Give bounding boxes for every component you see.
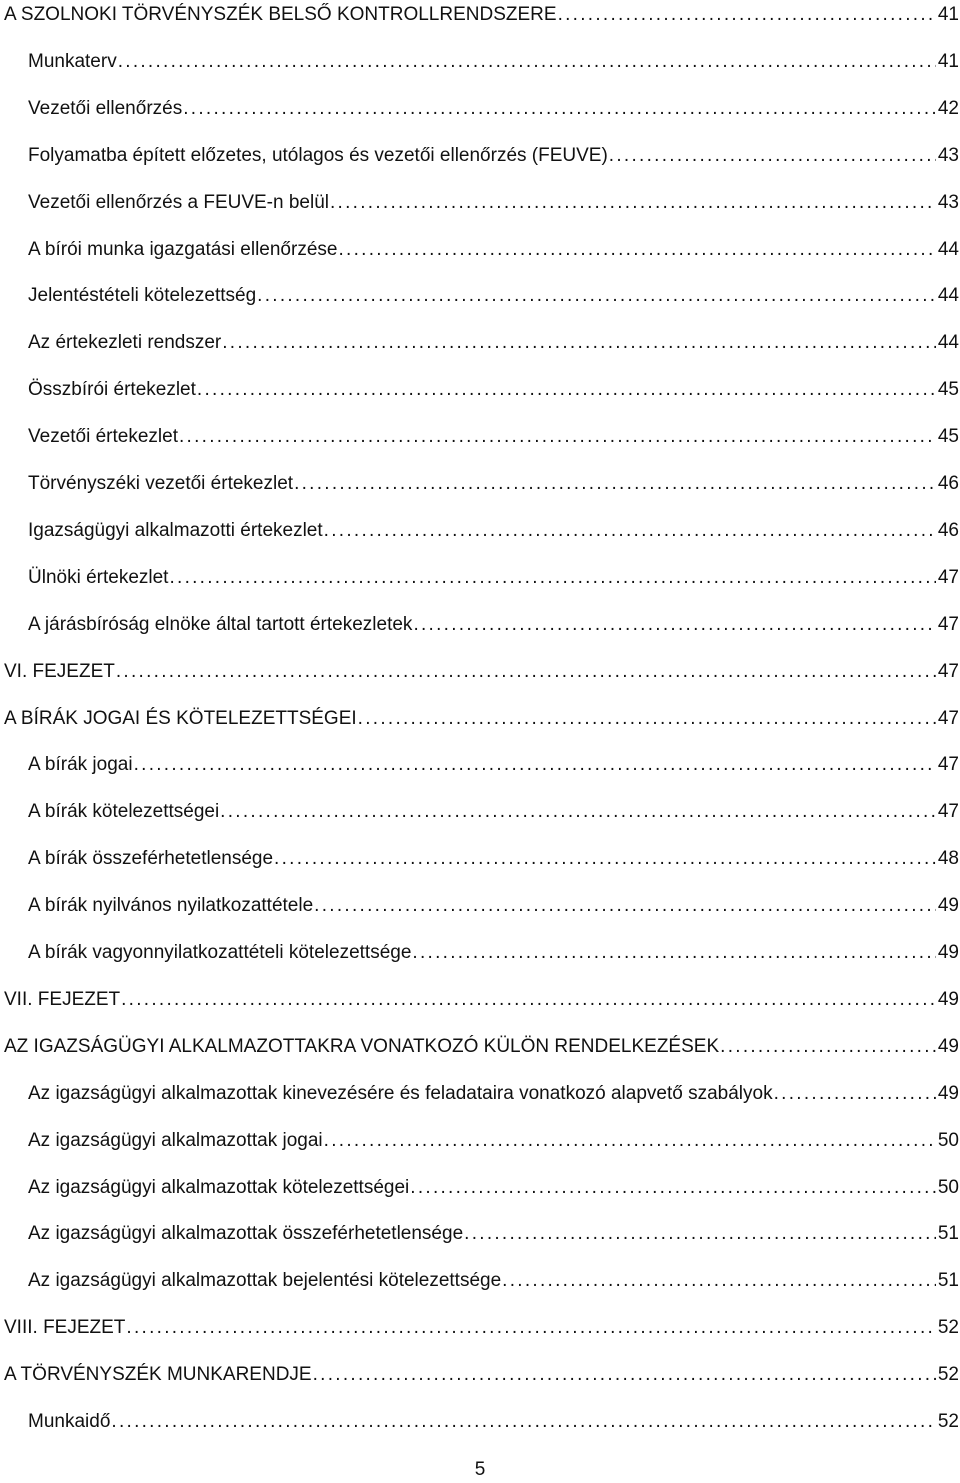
dot-leader <box>183 94 936 124</box>
toc-entry-title: Az igazságügyi alkalmazottak kötelezettségei <box>28 1177 410 1198</box>
page-number: 5 <box>474 1459 486 1480</box>
toc-entry-title: A járásbíróság elnöke által tartott értekezletek <box>28 614 413 635</box>
toc-entry-title: Munkaidő <box>28 1411 111 1432</box>
toc-entry-page: 50 <box>937 1130 959 1151</box>
toc-entry[interactable] <box>28 1219 959 1249</box>
toc-entry-title: A bírák vagyonnyilatkozattételi kötelezettsége <box>28 942 412 963</box>
dot-leader <box>314 891 936 921</box>
dot-leader <box>338 235 936 265</box>
toc-entry-title: Az igazságügyi alkalmazottak összeférhetetlensége <box>28 1223 464 1244</box>
dot-leader <box>609 141 936 171</box>
toc-entry[interactable] <box>4 1313 959 1343</box>
toc-entry-page: 45 <box>937 426 959 447</box>
toc-entry-page: 49 <box>937 1036 959 1057</box>
toc-entry-page: 47 <box>937 567 959 588</box>
toc-entry-title: Törvényszéki vezetői értekezlet <box>28 473 294 494</box>
toc-entry-page: 49 <box>937 895 959 916</box>
toc-entry-page: 49 <box>937 942 959 963</box>
toc-entry-title: Az igazságügyi alkalmazottak bejelentési kötelezettsége <box>28 1270 502 1291</box>
dot-leader <box>358 704 936 734</box>
toc-entry[interactable] <box>28 891 959 921</box>
toc-entry-title: Az igazságügyi alkalmazottak kinevezésére és feladataira vonatkozó alapvető szabályok <box>28 1083 773 1104</box>
toc-entry[interactable] <box>4 1032 959 1062</box>
toc-entry-page: 41 <box>937 4 959 25</box>
toc-entry[interactable] <box>28 1079 959 1109</box>
toc-entry[interactable] <box>28 469 959 499</box>
dot-leader <box>412 938 936 968</box>
dot-leader <box>126 1313 936 1343</box>
dot-leader <box>257 281 936 311</box>
dot-leader <box>121 985 936 1015</box>
toc-entry-page: 44 <box>937 285 959 306</box>
toc-entry-title: Jelentéstételi kötelezettség <box>28 285 257 306</box>
dot-leader <box>111 1407 936 1437</box>
toc-entry-title: VII. FEJEZET <box>4 989 121 1010</box>
toc-entry-title: AZ IGAZSÁGÜGYI ALKALMAZOTTAKRA VONATKOZÓ KÜLÖN RENDELKEZÉSEK <box>4 1036 720 1057</box>
toc-entry-page: 46 <box>937 520 959 541</box>
dot-leader <box>330 188 936 218</box>
toc-entry[interactable] <box>4 704 959 734</box>
toc-entry[interactable] <box>4 985 959 1015</box>
toc-entry-title: Munkaterv <box>28 51 117 72</box>
toc-entry[interactable] <box>28 141 959 171</box>
toc-entry-title: Vezetői ellenőrzés <box>28 98 183 119</box>
dot-leader <box>197 375 936 405</box>
toc-entry-title: Az igazságügyi alkalmazottak jogai <box>28 1130 323 1151</box>
toc-entry[interactable] <box>28 797 959 827</box>
toc-entry[interactable] <box>4 1360 959 1390</box>
toc-entry-page: 41 <box>937 51 959 72</box>
toc-entry-title: Igazságügyi alkalmazotti értekezlet <box>28 520 323 541</box>
toc-entry-page: 52 <box>937 1411 959 1432</box>
toc-entry-page: 49 <box>937 989 959 1010</box>
dot-leader <box>558 0 936 30</box>
dot-leader <box>220 797 936 827</box>
toc-entry-page: 47 <box>937 614 959 635</box>
dot-leader <box>116 657 936 687</box>
toc-entry-title: A bírák összeférhetetlensége <box>28 848 274 869</box>
toc-entry-title: A BÍRÁK JOGAI ÉS KÖTELEZETTSÉGEI <box>4 708 357 729</box>
toc-entry-title: A bírák nyilvános nyilatkozattétele <box>28 895 314 916</box>
toc-entry[interactable] <box>28 94 959 124</box>
toc-entry-title: Ülnöki értekezlet <box>28 567 169 588</box>
toc-entry[interactable] <box>28 422 959 452</box>
dot-leader <box>774 1079 936 1109</box>
dot-leader <box>410 1173 936 1203</box>
toc-entry-page: 44 <box>937 332 959 353</box>
toc-entry[interactable] <box>28 1266 959 1296</box>
dot-leader <box>324 1126 936 1156</box>
toc-entry-title: Vezetői értekezlet <box>28 426 178 447</box>
dot-leader <box>413 610 936 640</box>
dot-leader <box>464 1219 936 1249</box>
toc-entry-page: 51 <box>937 1270 959 1291</box>
toc-entry-title: VIII. FEJEZET <box>4 1317 126 1338</box>
toc-entry-title: Az értekezleti rendszer <box>28 332 222 353</box>
dot-leader <box>294 469 936 499</box>
toc-entry-page: 46 <box>937 473 959 494</box>
toc-entry[interactable] <box>28 235 959 265</box>
dot-leader <box>313 1360 936 1390</box>
toc-entry-page: 52 <box>937 1364 959 1385</box>
dot-leader <box>720 1032 936 1062</box>
toc-entry-page: 50 <box>937 1177 959 1198</box>
toc-entry-page: 42 <box>937 98 959 119</box>
toc-entry-title: VI. FEJEZET <box>4 661 115 682</box>
dot-leader <box>324 516 936 546</box>
toc-entry-page: 49 <box>937 1083 959 1104</box>
toc-entry-page: 47 <box>937 754 959 775</box>
toc-entry[interactable] <box>28 750 959 780</box>
toc-entry-page: 45 <box>937 379 959 400</box>
toc-entry[interactable] <box>28 1173 959 1203</box>
dot-leader <box>118 47 936 77</box>
toc-entry[interactable] <box>28 375 959 405</box>
toc-entry[interactable] <box>28 516 959 546</box>
toc-entry[interactable] <box>28 47 959 77</box>
toc-entry[interactable] <box>28 938 959 968</box>
dot-leader <box>274 844 936 874</box>
toc-entry[interactable] <box>28 1126 959 1156</box>
toc-entry-page: 51 <box>937 1223 959 1244</box>
toc-entry-page: 47 <box>937 708 959 729</box>
dot-leader <box>134 750 936 780</box>
dot-leader <box>179 422 936 452</box>
toc-entry[interactable] <box>4 0 959 30</box>
toc-entry-title: A SZOLNOKI TÖRVÉNYSZÉK BELSŐ KONTROLLRENDSZERE <box>4 4 557 25</box>
toc-entry-title: Összbírói értekezlet <box>28 379 196 400</box>
toc-entry[interactable] <box>28 844 959 874</box>
dot-leader <box>222 328 936 358</box>
toc-entry-title: A bírói munka igazgatási ellenőrzése <box>28 239 338 260</box>
toc-entry-title: A bírák kötelezettségei <box>28 801 220 822</box>
toc-entry-page: 44 <box>937 239 959 260</box>
toc-entry-page: 48 <box>937 848 959 869</box>
toc-entry-page: 47 <box>937 801 959 822</box>
toc-entry[interactable] <box>4 657 959 687</box>
dot-leader <box>502 1266 936 1296</box>
toc-entry-page: 43 <box>937 145 959 166</box>
toc-entry[interactable] <box>28 610 959 640</box>
toc-entry-title: A bírák jogai <box>28 754 133 775</box>
toc-entry-title: Vezetői ellenőrzés a FEUVE-n belül <box>28 192 329 213</box>
toc-entry-title: Folyamatba épített előzetes, utólagos és vezetői ellenőrzés (FEUVE) <box>28 145 608 166</box>
toc-entry-title: A TÖRVÉNYSZÉK MUNKARENDJE <box>4 1364 312 1385</box>
toc-entry[interactable] <box>28 328 959 358</box>
toc-entry[interactable] <box>28 281 959 311</box>
toc-entry-page: 43 <box>937 192 959 213</box>
toc-entry[interactable] <box>28 563 959 593</box>
toc-entry-page: 52 <box>937 1317 959 1338</box>
toc-entry-page: 47 <box>937 661 959 682</box>
toc-entry[interactable] <box>28 1407 959 1437</box>
dot-leader <box>169 563 936 593</box>
toc-entry[interactable] <box>28 188 959 218</box>
